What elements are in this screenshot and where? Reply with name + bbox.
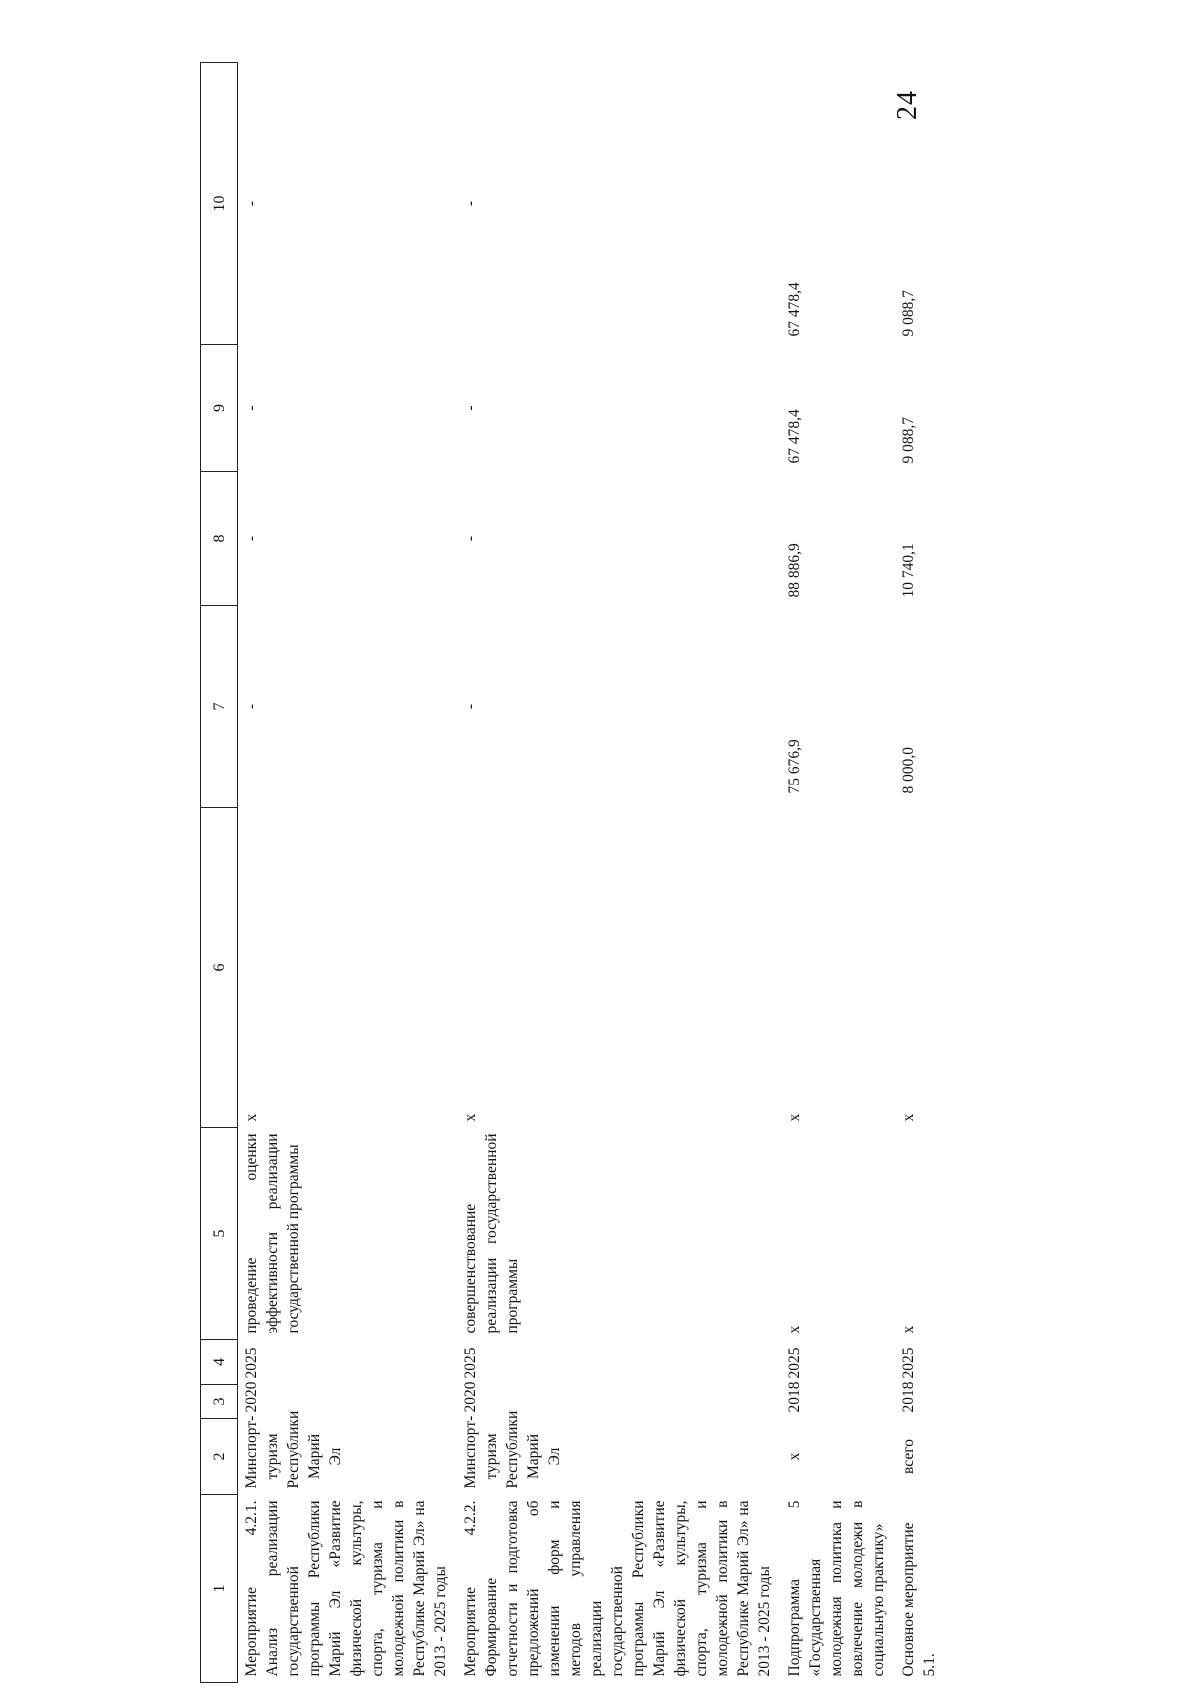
cell-col6: х (900, 1113, 917, 1122)
end-year: 2025 (786, 1347, 803, 1379)
value-col9: - (462, 405, 479, 411)
column-header: 9 (201, 345, 238, 472)
start-year: 2020 (462, 1381, 479, 1413)
column-header: 7 (201, 606, 238, 808)
responsible-executor: Минспорт-туризм Республики Марий Эл (243, 1410, 344, 1489)
value-col9: 9 088,7 (900, 417, 917, 464)
table-header-row (201, 63, 238, 1683)
value-col8: - (243, 535, 260, 542)
table-row (238, 63, 458, 1683)
value-col8: - (462, 535, 479, 542)
table-row (781, 63, 895, 1683)
column-header: 1 (201, 1495, 238, 1683)
value-col8: 10 740,1 (900, 543, 917, 598)
cell-col6: х (462, 1113, 479, 1122)
activity-name: Мероприятие 4.2.1. Анализ реализации государственной программы Республики Марий Эл «Развитие физической культуры, спорта, туризма и молодежной политики в Республике Марий Эл» на 2013 - 2025 годы (243, 1500, 449, 1677)
value-col10: - (462, 200, 479, 207)
responsible-executor: всего (900, 1439, 917, 1474)
start-year: 2020 (243, 1381, 260, 1413)
column-header: 5 (201, 1128, 238, 1340)
value-col8: 88 886,9 (786, 543, 803, 598)
end-year: 2025 (462, 1347, 479, 1379)
column-header: 8 (201, 472, 238, 606)
start-year: 2018 (786, 1381, 803, 1413)
column-header: 10 (201, 63, 238, 345)
expected-result: совершенствование реализации государственной программы (462, 1133, 521, 1334)
value-col9: - (243, 405, 260, 411)
rotated-table-container (200, 63, 938, 1683)
column-header: 3 (201, 1385, 238, 1419)
main-activity-name: Основное мероприятие 5.1. (900, 1522, 938, 1677)
expected-result: проведение оценки эффективности реализации государственной программы (243, 1133, 302, 1334)
value-col7: 8 000,0 (900, 747, 917, 794)
value-col9: 67 478,4 (786, 409, 803, 464)
activity-name: Мероприятие 4.2.2. Формирование отчетности и подготовка предложений об изменении форм и методов управления реализации государственной программы Республики Марий Эл «Развитие физической культуры, спорта, туризма и молодежной политики в Республике Марий Эл» на 2013 - 2025 годы (462, 1500, 773, 1677)
value-col7: 75 676,9 (786, 739, 803, 794)
value-col10: 67 478,4 (786, 282, 803, 337)
cell-col6: х (786, 1113, 803, 1122)
value-col10: 9 088,7 (900, 290, 917, 337)
table-row (457, 63, 781, 1683)
column-header: 4 (201, 1340, 238, 1385)
end-year: 2025 (243, 1347, 260, 1379)
cell-col6: х (243, 1113, 260, 1122)
expected-result: х (900, 1325, 917, 1334)
column-header: 6 (201, 808, 238, 1128)
responsible-executor: Минспорт-туризм Республики Марий Эл (462, 1410, 563, 1489)
column-header: 2 (201, 1419, 238, 1495)
start-year: 2018 (900, 1381, 917, 1413)
page-number-text: 24 (892, 90, 923, 120)
table-row (895, 63, 946, 1683)
value-col7: - (462, 703, 479, 710)
value-col10: - (243, 200, 260, 207)
expected-result: х (786, 1325, 803, 1334)
value-col7: - (243, 703, 260, 710)
responsible-executor: х (786, 1452, 803, 1461)
budget-table (200, 62, 946, 1683)
end-year: 2025 (900, 1347, 917, 1379)
subprogram-name: Подпрограмма 5 «Государственная молодежная политика и вовлечение молодежи в социальную практику» (786, 1500, 887, 1677)
